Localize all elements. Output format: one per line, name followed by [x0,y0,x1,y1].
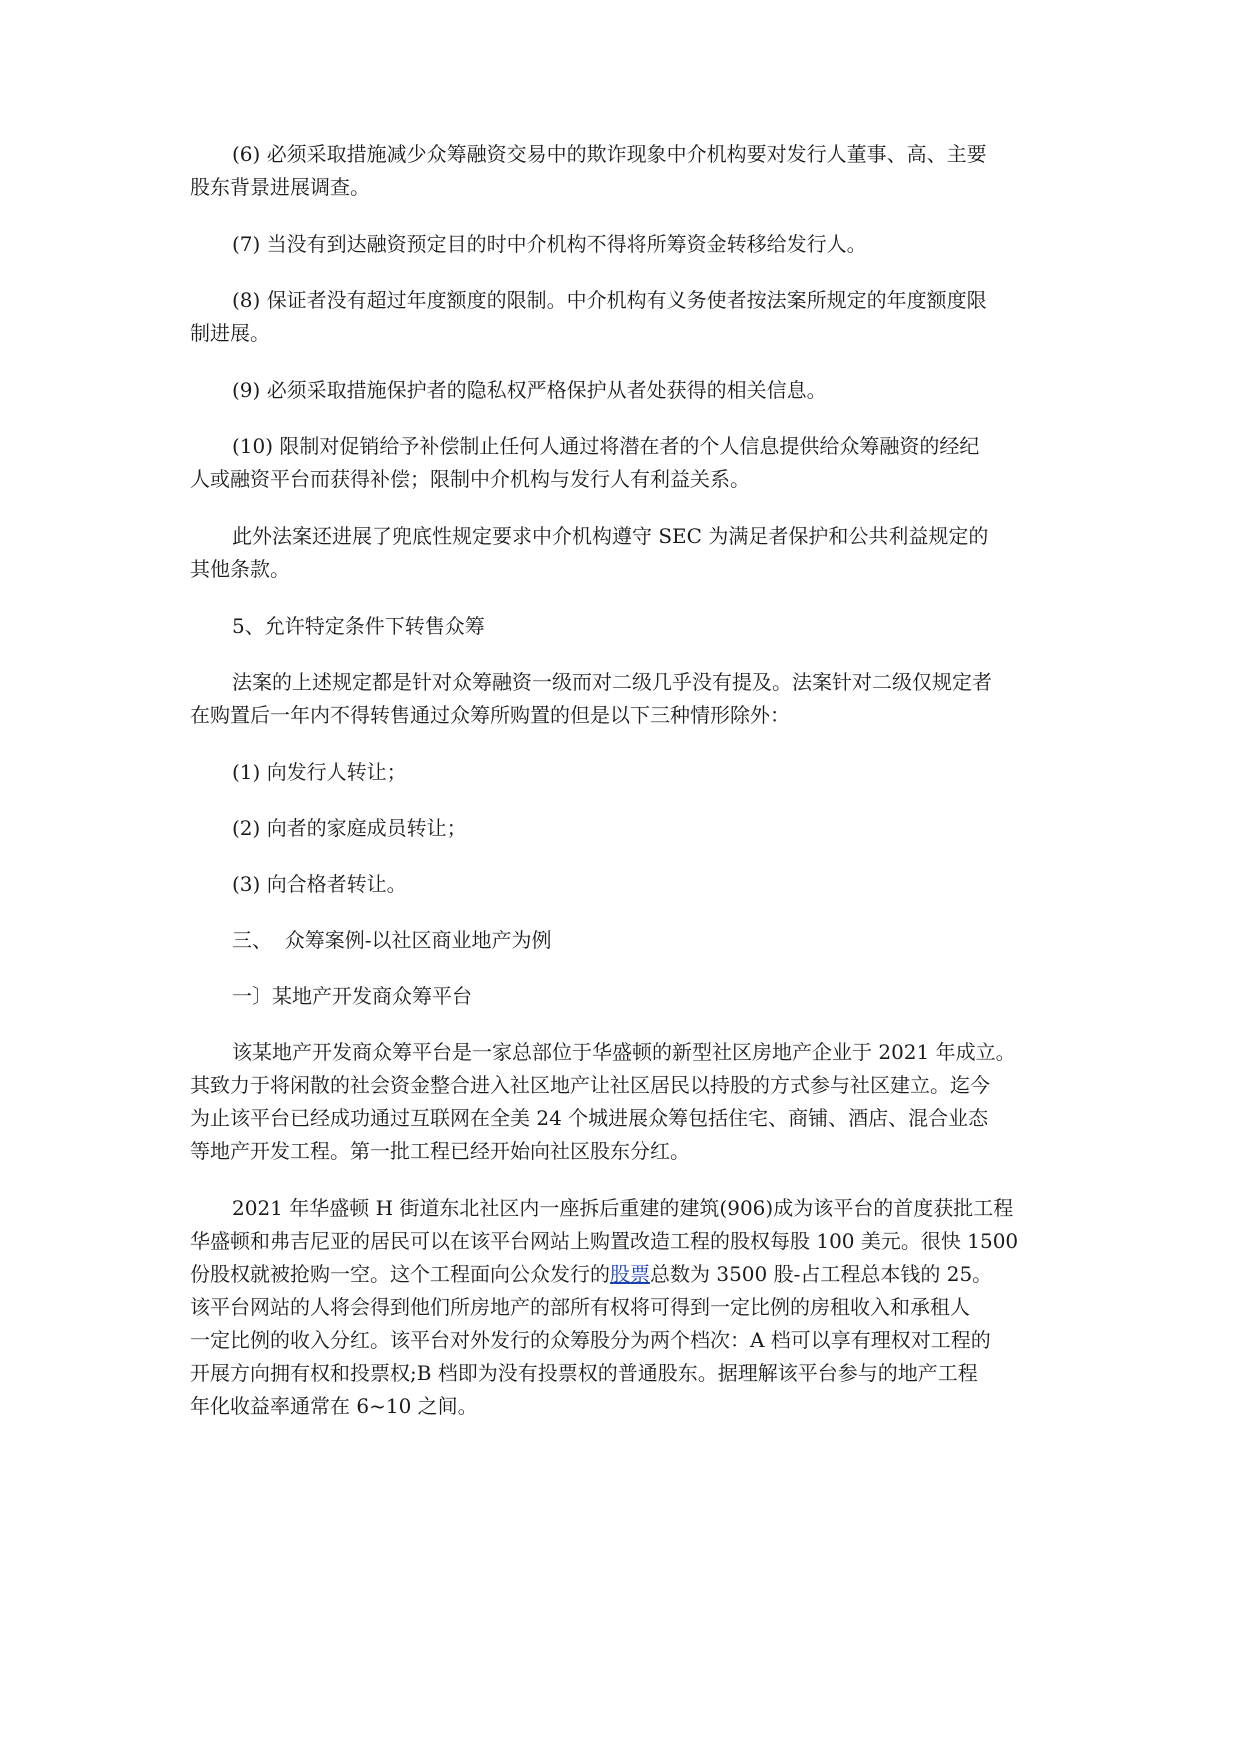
paragraph-item-10 [190,430,1070,496]
text-line: 人或融资平台而获得补偿；限制中介机构与发行人有利益关系。 [190,467,750,491]
text-line [190,1258,1070,1291]
text-line: 该平台网站的人将会得到他们所房地产的部所有权将可得到一定比例的房租收入和承租人 [190,1295,970,1319]
text-line: (9) 必须采取措施保护者的隐私权严格保护从者处获得的相关信息。 [232,378,827,402]
text-line: 5、允许特定条件下转售众筹 [232,614,485,638]
text-line: 其致力于将闲散的社会资金整合进入社区地产让社区居民以持股的方式参与社区建立。迄今 [190,1073,990,1097]
text-line: (3) 向合格者转让。 [232,872,407,896]
paragraph-platform-intro [190,1036,1070,1168]
list-item-exception-1 [190,756,1070,789]
paragraph-fallback-clause [190,520,1070,586]
section-heading-case-study [190,924,1070,957]
text-line: 此外法案还进展了兜底性规定要求中介机构遵守 SEC 为满足者保护和公共利益规定的 [232,524,989,548]
paragraph-item-9 [190,374,1070,407]
text-line: 年化收益率通常在 6~10 之间。 [190,1394,478,1418]
text-line: 为止该平台已经成功通过互联网在全美 24 个城进展众筹包括住宅、商铺、酒店、混合业态 [190,1106,989,1130]
paragraph-secondary-market [190,666,1070,732]
text-line: (6) 必须采取措施减少众筹融资交易中的欺诈现象中介机构要对发行人董事、高、主要 [232,142,987,166]
text-line: (2) 向者的家庭成员转让； [232,816,467,840]
text-line: 一定比例的收入分红。该平台对外发行的众筹股分为两个档次：A 档可以享有理权对工程的 [190,1328,991,1352]
text-line: (10) 限制对促销给予补偿制止任何人通过将潜在者的个人信息提供给众筹融资的经纪 [232,434,980,458]
stock-link[interactable]: 股票 [610,1262,650,1286]
subsection-heading-platform [190,980,1070,1013]
text-line: 华盛顿和弗吉尼亚的居民可以在该平台网站上购置改造工程的股权每股 100 美元。很快 1500 [190,1229,1019,1253]
text-line: 在购置后一年内不得转售通过众筹所购置的但是以下三种情形除外： [190,703,790,727]
text-line: (8) 保证者没有超过年度额度的限制。中介机构有义务使者按法案所规定的年度额度限 [232,288,987,312]
list-item-exception-2 [190,812,1070,845]
text-line: 开展方向拥有权和投票权;B 档即为没有投票权的普通股东。据理解该平台参与的地产工程 [190,1361,978,1385]
paragraph-item-8 [190,284,1070,350]
text-line: (7) 当没有到达融资预定目的时中介机构不得将所筹资金转移给发行人。 [232,232,867,256]
text-line: 一〕某地产开发商众筹平台 [232,984,472,1008]
text-segment: 总数为 3500 股-占工程总本钱的 25。 [650,1262,993,1286]
text-line: 法案的上述规定都是针对众筹融资一级而对二级几乎没有提及。法案针对二级仅规定者 [232,670,992,694]
text-line: 该某地产开发商众筹平台是一家总部位于华盛顿的新型社区房地产企业于 2021 年成立。 [232,1040,1016,1064]
text-line: 三、 众筹案例-以社区商业地产为例 [232,928,552,952]
text-line: 股东背景进展调查。 [190,175,370,199]
text-line: 其他条款。 [190,557,290,581]
paragraph-item-7 [190,228,1070,261]
text-line: (1) 向发行人转让； [232,760,407,784]
list-item-exception-3 [190,868,1070,901]
text-line: 等地产开发工程。第一批工程已经开始向社区股东分红。 [190,1139,690,1163]
section-heading-resale [190,610,1070,643]
text-line: 2021 年华盛顿 H 街道东北社区内一座拆后重建的建筑(906)成为该平台的首度获批工程 [232,1196,1014,1220]
paragraph-item-6 [190,138,1070,204]
text-segment: 份股权就被抢购一空。这个工程面向公众发行的 [190,1262,610,1286]
paragraph-first-project [190,1192,1070,1423]
text-line: 制进展。 [190,321,270,345]
